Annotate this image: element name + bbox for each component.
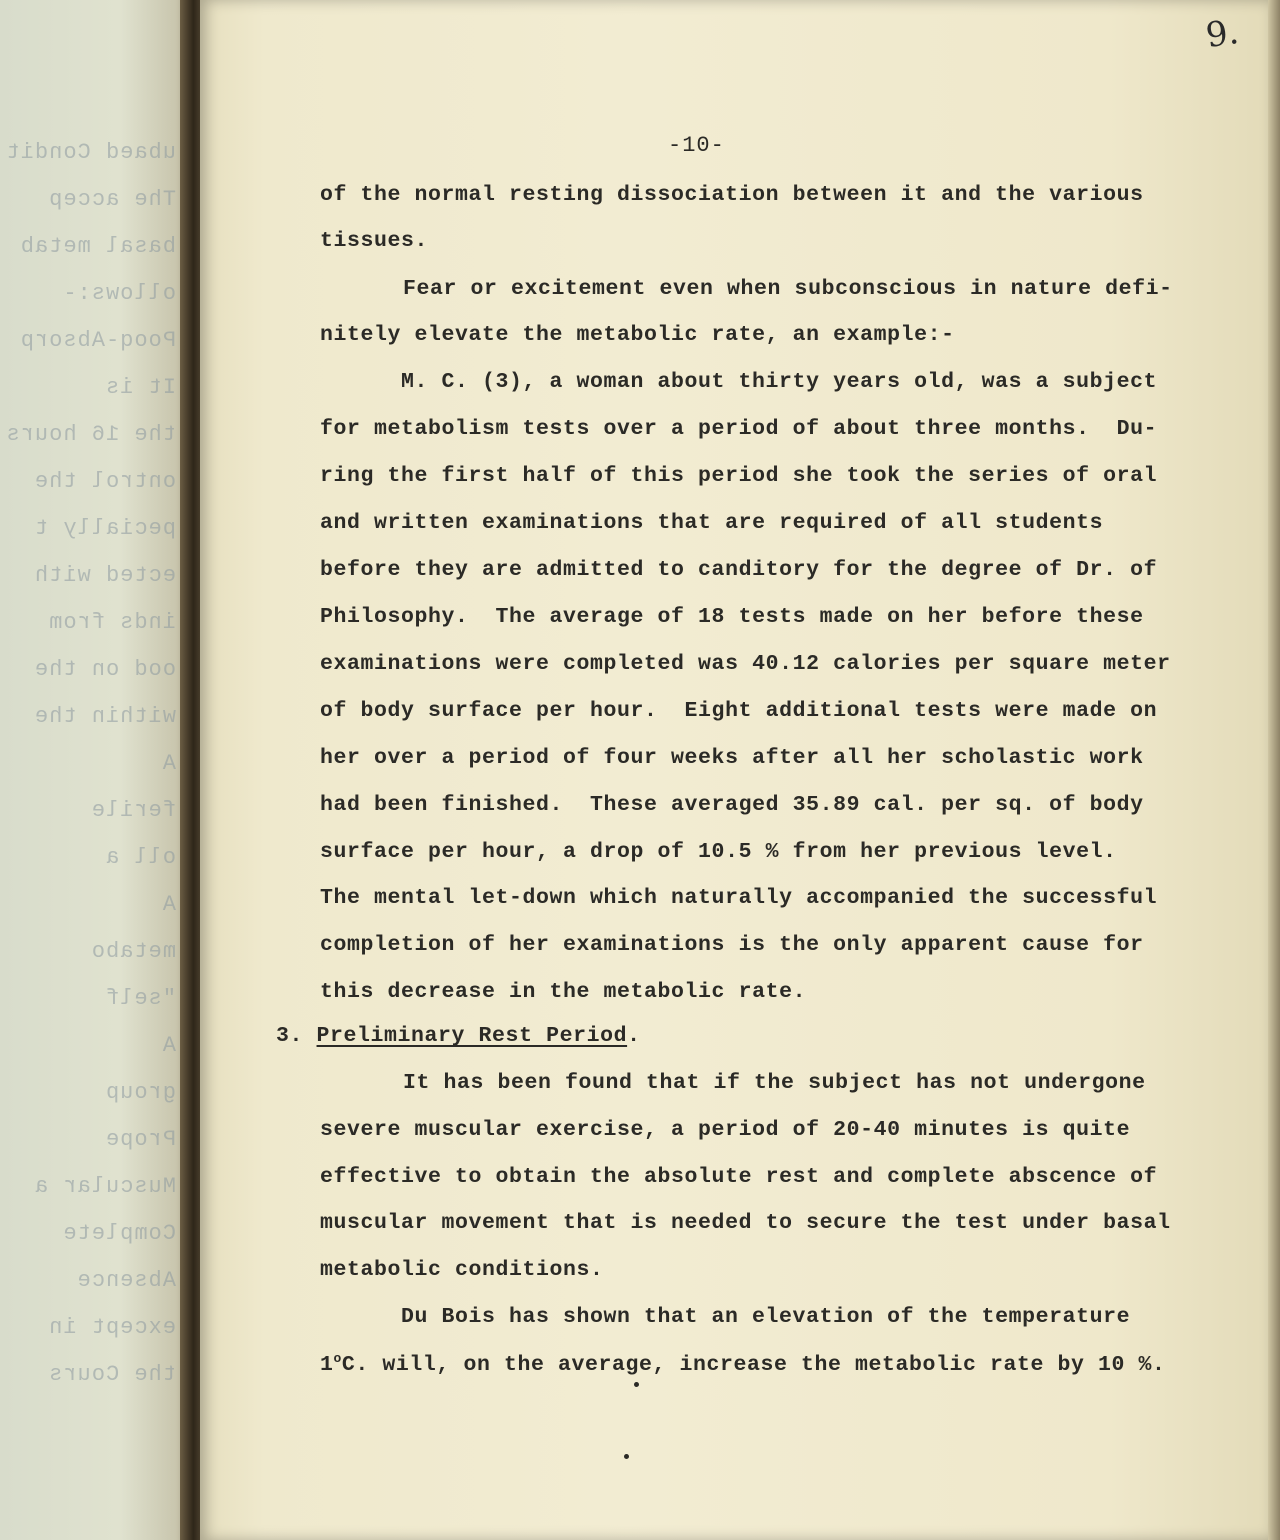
- ghost-line: A: [161, 892, 176, 917]
- text-line: of body surface per hour. Eight additional tests were made on: [320, 699, 1158, 723]
- ghost-line: Muscular a: [33, 1174, 176, 1199]
- ghost-line: oll a: [104, 845, 176, 870]
- text-line: Du Bois has shown that an elevation of the temperature: [401, 1305, 1131, 1329]
- ghost-line: Absence: [76, 1268, 176, 1293]
- ghost-line: Complete: [62, 1221, 176, 1246]
- ghost-line: the Cours: [48, 1362, 176, 1387]
- text-line-temperature: [320, 1351, 1166, 1377]
- text-line: M. C. (3), a woman about thirty years old, was a subject: [401, 370, 1158, 394]
- bleed-through-text: [0, 0, 200, 1540]
- ghost-line: pecially t: [33, 516, 176, 541]
- folio-mark: 9.: [1203, 11, 1242, 57]
- degree-sign: o: [333, 1351, 342, 1366]
- text-line: tissues.: [320, 229, 429, 253]
- text-line: Fear or excitement even when subconscious in nature defi-: [403, 277, 1173, 301]
- ghost-line: It is: [104, 375, 176, 400]
- ghost-line: ood on the: [33, 657, 176, 682]
- ghost-line: except in: [48, 1315, 176, 1340]
- text-line: before they are admitted to canditory for the degree of Dr. of: [320, 558, 1158, 582]
- page-edge: [1268, 0, 1280, 1540]
- section-number: 3.: [276, 1024, 304, 1048]
- text-line: effective to obtain the absolute rest and complete abscence of: [320, 1165, 1158, 1189]
- text-line: Philosophy. The average of 18 tests made on her before these: [320, 605, 1144, 629]
- section-title: Preliminary Rest Period: [316, 1024, 628, 1048]
- ink-dot: [634, 1382, 639, 1387]
- ghost-line: basal metab: [19, 234, 176, 259]
- ghost-line: ected with: [33, 563, 176, 588]
- degree-value: 1: [320, 1353, 334, 1377]
- ghost-line: the 16 hours: [5, 422, 176, 447]
- text-line: muscular movement that is needed to secure the test under basal: [320, 1211, 1171, 1235]
- page-number: -10-: [668, 133, 725, 158]
- text-line: It has been found that if the subject has not undergone: [403, 1071, 1146, 1095]
- ghost-line: ferile: [90, 798, 176, 823]
- ghost-line: metabo: [90, 939, 176, 964]
- text-line-rest: C. will, on the average, increase the metabolic rate by 10 %.: [341, 1353, 1166, 1377]
- ghost-line: Pooq-Absorp: [19, 328, 176, 353]
- ghost-line: Prope: [104, 1127, 176, 1152]
- text-line: and written examinations that are required of all students: [320, 511, 1104, 535]
- text-line: metabolic conditions.: [320, 1258, 604, 1282]
- text-line: surface per hour, a drop of 10.5 % from her previous level.: [320, 840, 1117, 864]
- text-line: for metabolism tests over a period of about three months. Du-: [320, 417, 1158, 441]
- text-line: examinations were completed was 40.12 calories per square meter: [320, 652, 1171, 676]
- ghost-line: ontrol the: [33, 469, 176, 494]
- text-line: The mental let-down which naturally accompanied the successful: [320, 886, 1158, 910]
- text-line: completion of her examinations is the only apparent cause for: [320, 933, 1144, 957]
- section-title-end: .: [627, 1024, 641, 1048]
- ghost-line: A: [161, 751, 176, 776]
- text-line: nitely elevate the metabolic rate, an example:-: [320, 323, 955, 347]
- ghost-line: ollows:-: [62, 281, 176, 306]
- text-line: ring the first half of this period she took the series of oral: [320, 464, 1158, 488]
- ghost-line: within the: [33, 704, 176, 729]
- text-line: this decrease in the metabolic rate.: [320, 980, 807, 1004]
- section-heading: [276, 1024, 641, 1048]
- ghost-line: inds from: [48, 610, 176, 635]
- text-line: severe muscular exercise, a period of 20-40 minutes is quite: [320, 1118, 1131, 1142]
- ink-dot: [624, 1454, 629, 1459]
- ghost-line: The accep: [48, 187, 176, 212]
- text-line: her over a period of four weeks after all her scholastic work: [320, 746, 1144, 770]
- text-line: of the normal resting dissociation between it and the various: [320, 183, 1144, 207]
- text-line: had been finished. These averaged 35.89 cal. per sq. of body: [320, 793, 1144, 817]
- ghost-line: A: [161, 1033, 176, 1058]
- ghost-line: "self: [104, 986, 176, 1011]
- ghost-line: group: [104, 1080, 176, 1105]
- ghost-line: ubaed Condit: [5, 140, 176, 165]
